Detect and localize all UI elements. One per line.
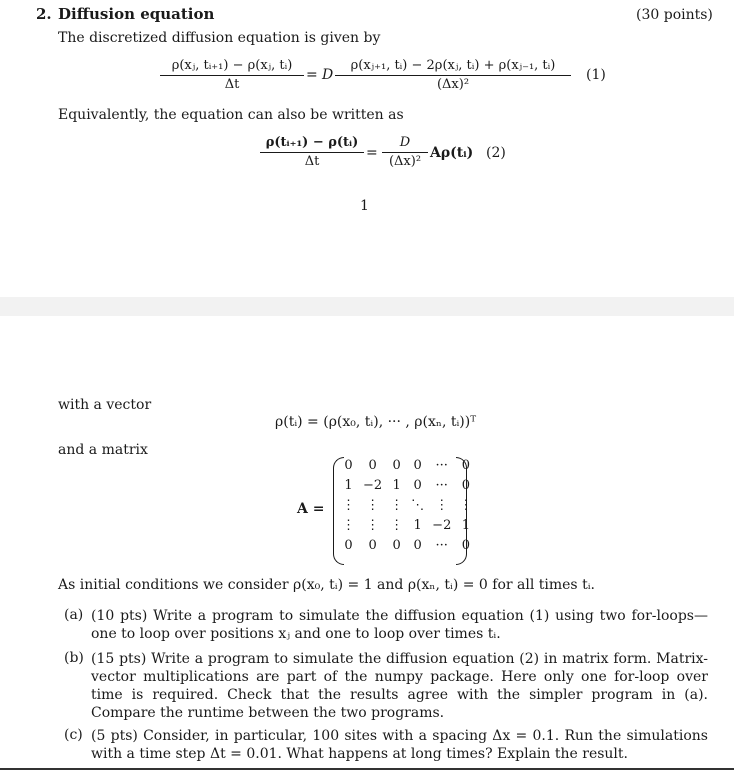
eq2-lhs-numerator: ρ(tᵢ₊₁) − ρ(tᵢ) xyxy=(265,135,359,150)
matrix-cell: 1 xyxy=(413,517,422,533)
item-a-label: (a) xyxy=(64,607,84,623)
eq2-rhs: Aρ(tᵢ) xyxy=(430,145,474,161)
page-separator xyxy=(0,297,734,316)
initial-conditions: As initial conditions we consider ρ(x₀, tᵢ) = 1 and ρ(xₙ, tᵢ) = 0 for all times tᵢ. xyxy=(58,577,595,593)
vector-intro: with a vector xyxy=(58,397,152,413)
item-c-text: (5 pts) Consider, in particular, 100 sites with a spacing Δx = 0.1. Run the simulations with a time step Δt = 0.01. What happens at long times? Explain the result. xyxy=(91,728,708,762)
matrix-cell: ⋱ xyxy=(411,497,425,513)
matrix-cell: 0 xyxy=(368,537,377,553)
matrix-cell: 0 xyxy=(392,457,401,473)
matrix-cell: ··· xyxy=(435,477,448,493)
eq2-coef-fraction xyxy=(382,135,428,169)
eq2-lhs-denominator: Δt xyxy=(304,154,320,169)
matrix-cell: 0 xyxy=(413,537,422,553)
eq2-equals: = xyxy=(366,145,378,161)
matrix-row xyxy=(338,455,476,475)
matrix-cell: 1 xyxy=(344,477,353,493)
matrix-cell: ⋮ xyxy=(366,517,380,533)
matrix-cell: 0 xyxy=(344,537,353,553)
page-number: 1 xyxy=(360,198,369,214)
eq2-lhs-fraction xyxy=(260,135,364,169)
matrix-row xyxy=(338,535,476,555)
intro-text: The discretized diffusion equation is given by xyxy=(58,30,381,46)
matrix-cell: ⋮ xyxy=(390,517,404,533)
matrix-cell: 0 xyxy=(413,477,422,493)
matrix-cell: 0 xyxy=(368,457,377,473)
problem-points: (30 points) xyxy=(636,7,713,23)
matrix-row xyxy=(338,475,476,495)
eq1-lhs-denominator: Δt xyxy=(224,77,240,92)
item-c-label: (c) xyxy=(64,727,83,743)
matrix-cell: ⋮ xyxy=(390,497,404,513)
eq1-coef: D xyxy=(322,67,334,83)
item-a-text: (10 pts) Write a program to simulate the diffusion equation (1) using two for-loops—one to loop over positions xⱼ and one to loop over times tᵢ. xyxy=(91,608,708,642)
item-b-label: (b) xyxy=(64,650,84,666)
matrix-row xyxy=(338,495,476,515)
eq1-rhs-denominator: (Δx)² xyxy=(436,77,470,92)
eq1-equals: = xyxy=(306,67,318,83)
problem-number: 2. xyxy=(36,5,52,23)
matrix-cell: 0 xyxy=(461,477,470,493)
matrix-cell: ⋮ xyxy=(459,497,473,513)
matrix-cell: 0 xyxy=(413,457,422,473)
eq1-rhs-fraction xyxy=(335,58,571,92)
bottom-rule xyxy=(0,768,734,770)
eq1-label: (1) xyxy=(586,67,606,83)
matrix-cell: ··· xyxy=(435,457,448,473)
matrix-cell: ⋮ xyxy=(366,497,380,513)
eq1-rhs-numerator: ρ(xⱼ₊₁, tᵢ) − 2ρ(xⱼ, tᵢ) + ρ(xⱼ₋₁, tᵢ) xyxy=(350,58,556,73)
item-b-text: (15 pts) Write a program to simulate the diffusion equation (2) in matrix form. Matrix-vector multiplications are part of the numpy package. Here only one for-loop over time is required. Check that the results agree with the simpler program in (a). Compare the runtime between the two programs. xyxy=(91,651,708,721)
matrix-cell: −2 xyxy=(432,517,452,533)
eq2-coef-numerator: D xyxy=(399,135,411,150)
matrix-cell: ⋮ xyxy=(342,517,355,533)
problem-title: Diffusion equation xyxy=(58,5,215,23)
eq1-lhs-numerator: ρ(xⱼ, tᵢ₊₁) − ρ(xⱼ, tᵢ) xyxy=(171,58,293,73)
eq2-coef-denominator: (Δx)² xyxy=(388,154,422,169)
matrix-grid xyxy=(338,455,476,555)
eq2-label: (2) xyxy=(486,145,506,161)
matrix-cell: 0 xyxy=(344,457,353,473)
matrix-cell: ··· xyxy=(435,537,448,553)
matrix-name: A = xyxy=(297,501,325,517)
matrix-cell: 0 xyxy=(392,537,401,553)
equivalently-text: Equivalently, the equation can also be written as xyxy=(58,107,404,123)
matrix-cell: ⋮ xyxy=(342,497,355,513)
matrix-cell: 0 xyxy=(461,457,470,473)
eq1-lhs-fraction xyxy=(160,58,304,92)
matrix-intro: and a matrix xyxy=(58,442,148,458)
matrix-row xyxy=(338,515,476,535)
matrix-cell: 1 xyxy=(461,517,470,533)
matrix-cell: −2 xyxy=(363,477,383,493)
vector-definition: ρ(tᵢ) = (ρ(x₀, tᵢ), ··· , ρ(xₙ, tᵢ))ᵀ xyxy=(275,414,477,430)
matrix-cell: ⋮ xyxy=(435,497,449,513)
matrix-cell: 1 xyxy=(392,477,401,493)
matrix-cell: 0 xyxy=(461,537,470,553)
